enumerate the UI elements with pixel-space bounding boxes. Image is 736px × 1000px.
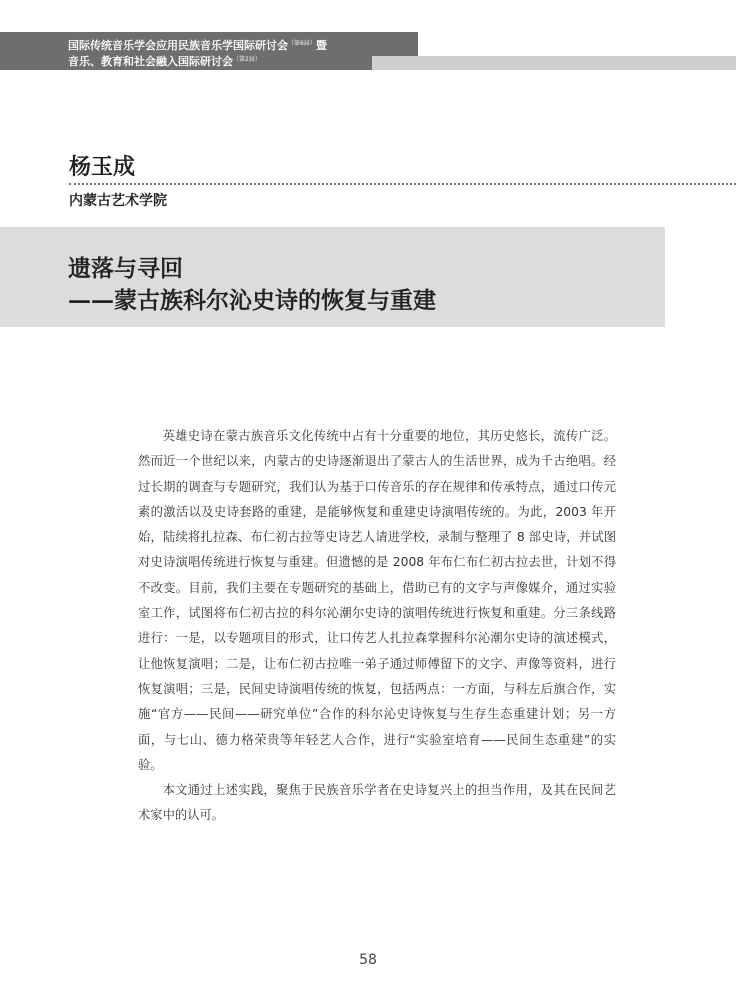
header-accent-bar bbox=[372, 56, 736, 70]
abstract-body bbox=[138, 424, 616, 829]
running-header-line2: 音乐、教育和社会融入国际研讨会$^{(第2届)}$ bbox=[68, 55, 261, 68]
abstract-paragraph-2: 本文通过上述实践，聚焦于民族音乐学者在史诗复兴上的担当作用，及其在民间艺术家中的认可。 bbox=[138, 783, 616, 823]
running-header-line1: 国际传统音乐学会应用民族音乐学国际研讨会$^{(第6届)}$暨 bbox=[68, 39, 327, 52]
article-subtitle: ——蒙古族科尔沁史诗的恢复与重建 bbox=[68, 287, 436, 314]
running-header bbox=[68, 37, 327, 69]
author-affiliation: 内蒙古艺术学院 bbox=[69, 193, 167, 209]
page-number: 58 bbox=[359, 952, 377, 968]
author-name: 杨玉成 bbox=[69, 154, 136, 180]
article-title: 遗落与寻回 bbox=[68, 255, 183, 282]
abstract-paragraph-1: 英雄史诗在蒙古族音乐文化传统中占有十分重要的地位，其历史悠长，流传广泛。然而近一个世纪以来，内蒙古的史诗逐渐退出了蒙古人的生活世界，成为千古绝唱。经过长期的调查与专题研究，我们认为基于口传音乐的存在规律和传承特点，通过口传元素的激活以及史诗套路的重建，是能够恢复和重建史诗演唱传统的。为此，2003 年开始，陆续将扎拉森、布仁初古拉等史诗艺人请进学校，录制与整理了 8 部史诗，并试图对史诗演唱传统进行恢复与重建。但遗憾的是 2008 年布仁布仁初古拉去世，计划不得不改变。目前，我们主要在专题研究的基础上，借助已有的文字与声像媒介，通过实验室工作，试图将布仁初古拉的科尔沁潮尔史诗的演唱传统进行恢复和重建。分三条线路进行：一是，以专题项目的形式，让口传艺人扎拉森掌握科尔沁潮尔史诗的演述模式，让他恢复演唱；二是，让布仁初古拉唯一弟子通过师傅留下的文字、声像等资料，进行恢复演唱；三是，民间史诗演唱传统的恢复，包括两点：一方面，与科左后旗合作，实施“官方——民间——研究单位”合作的科尔沁史诗恢复与生存生态重建计划；另一方面，与七山、德力格荣贵等年轻艺人合作，进行“实验室培育——民间生态重建”的实验。 bbox=[138, 429, 616, 772]
dotted-divider bbox=[69, 183, 736, 185]
